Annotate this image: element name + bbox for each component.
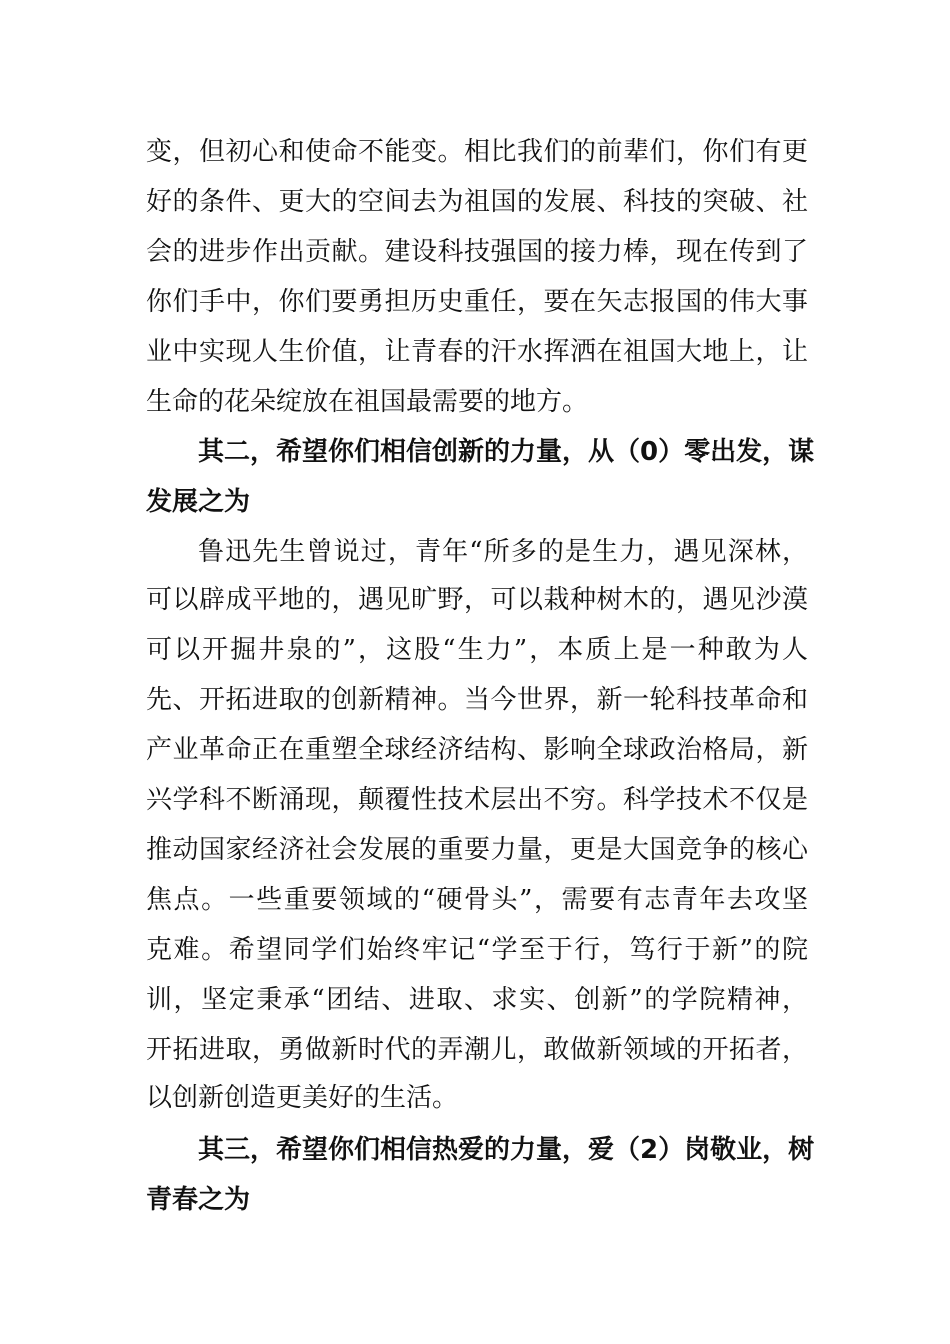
paragraph-line: 先、开拓进取的创新精神。当今世界，新一轮科技革命和	[146, 685, 808, 715]
paragraph-line: 推动国家经济社会发展的重要力量，更是大国竞争的核心	[146, 835, 808, 865]
paragraph-line: 克难。希望同学们始终牢记“学至于行，笃行于新”的院	[146, 935, 808, 965]
section-heading-line: 其三，希望你们相信热爱的力量，爱（2）岗敬业，树	[198, 1135, 815, 1165]
paragraph-line: 业中实现人生价值，让青春的汗水挥洒在祖国大地上，让	[146, 337, 808, 367]
section-heading-line: 其二，希望你们相信创新的力量，从（0）零出发，谋	[198, 437, 815, 467]
paragraph-line: 鲁迅先生曾说过，青年“所多的是生力，遇见深林，	[198, 537, 808, 567]
paragraph-line: 焦点。一些重要领域的“硬骨头”，需要有志青年去攻坚	[146, 885, 808, 915]
paragraph-line: 开拓进取，勇做新时代的弄潮儿，敢做新领域的开拓者，	[146, 1035, 808, 1065]
paragraph-line: 以创新创造更美好的生活。	[146, 1083, 459, 1113]
paragraph-line: 你们手中，你们要勇担历史重任，要在矢志报国的伟大事	[146, 287, 808, 317]
section-heading-line: 发展之为	[146, 487, 251, 517]
paragraph-line: 训，坚定秉承“团结、进取、求实、创新”的学院精神，	[146, 985, 808, 1015]
paragraph-line: 变，但初心和使命不能变。相比我们的前辈们，你们有更	[146, 137, 808, 167]
section-heading-line: 青春之为	[146, 1185, 251, 1215]
paragraph-line: 好的条件、更大的空间去为祖国的发展、科技的突破、社	[146, 187, 808, 217]
paragraph-line: 可以开掘井泉的”，这股“生力”，本质上是一种敢为人	[146, 635, 808, 665]
paragraph-line: 生命的花朵绽放在祖国最需要的地方。	[146, 387, 589, 417]
paragraph-line: 产业革命正在重塑全球经济结构、影响全球政治格局，新	[146, 735, 808, 765]
paragraph-line: 兴学科不断涌现，颠覆性技术层出不穷。科学技术不仅是	[146, 785, 808, 815]
paragraph-line: 会的进步作出贡献。建设科技强国的接力棒，现在传到了	[146, 237, 808, 267]
paragraph-line: 可以辟成平地的，遇见旷野，可以栽种树木的，遇见沙漠	[146, 585, 808, 615]
